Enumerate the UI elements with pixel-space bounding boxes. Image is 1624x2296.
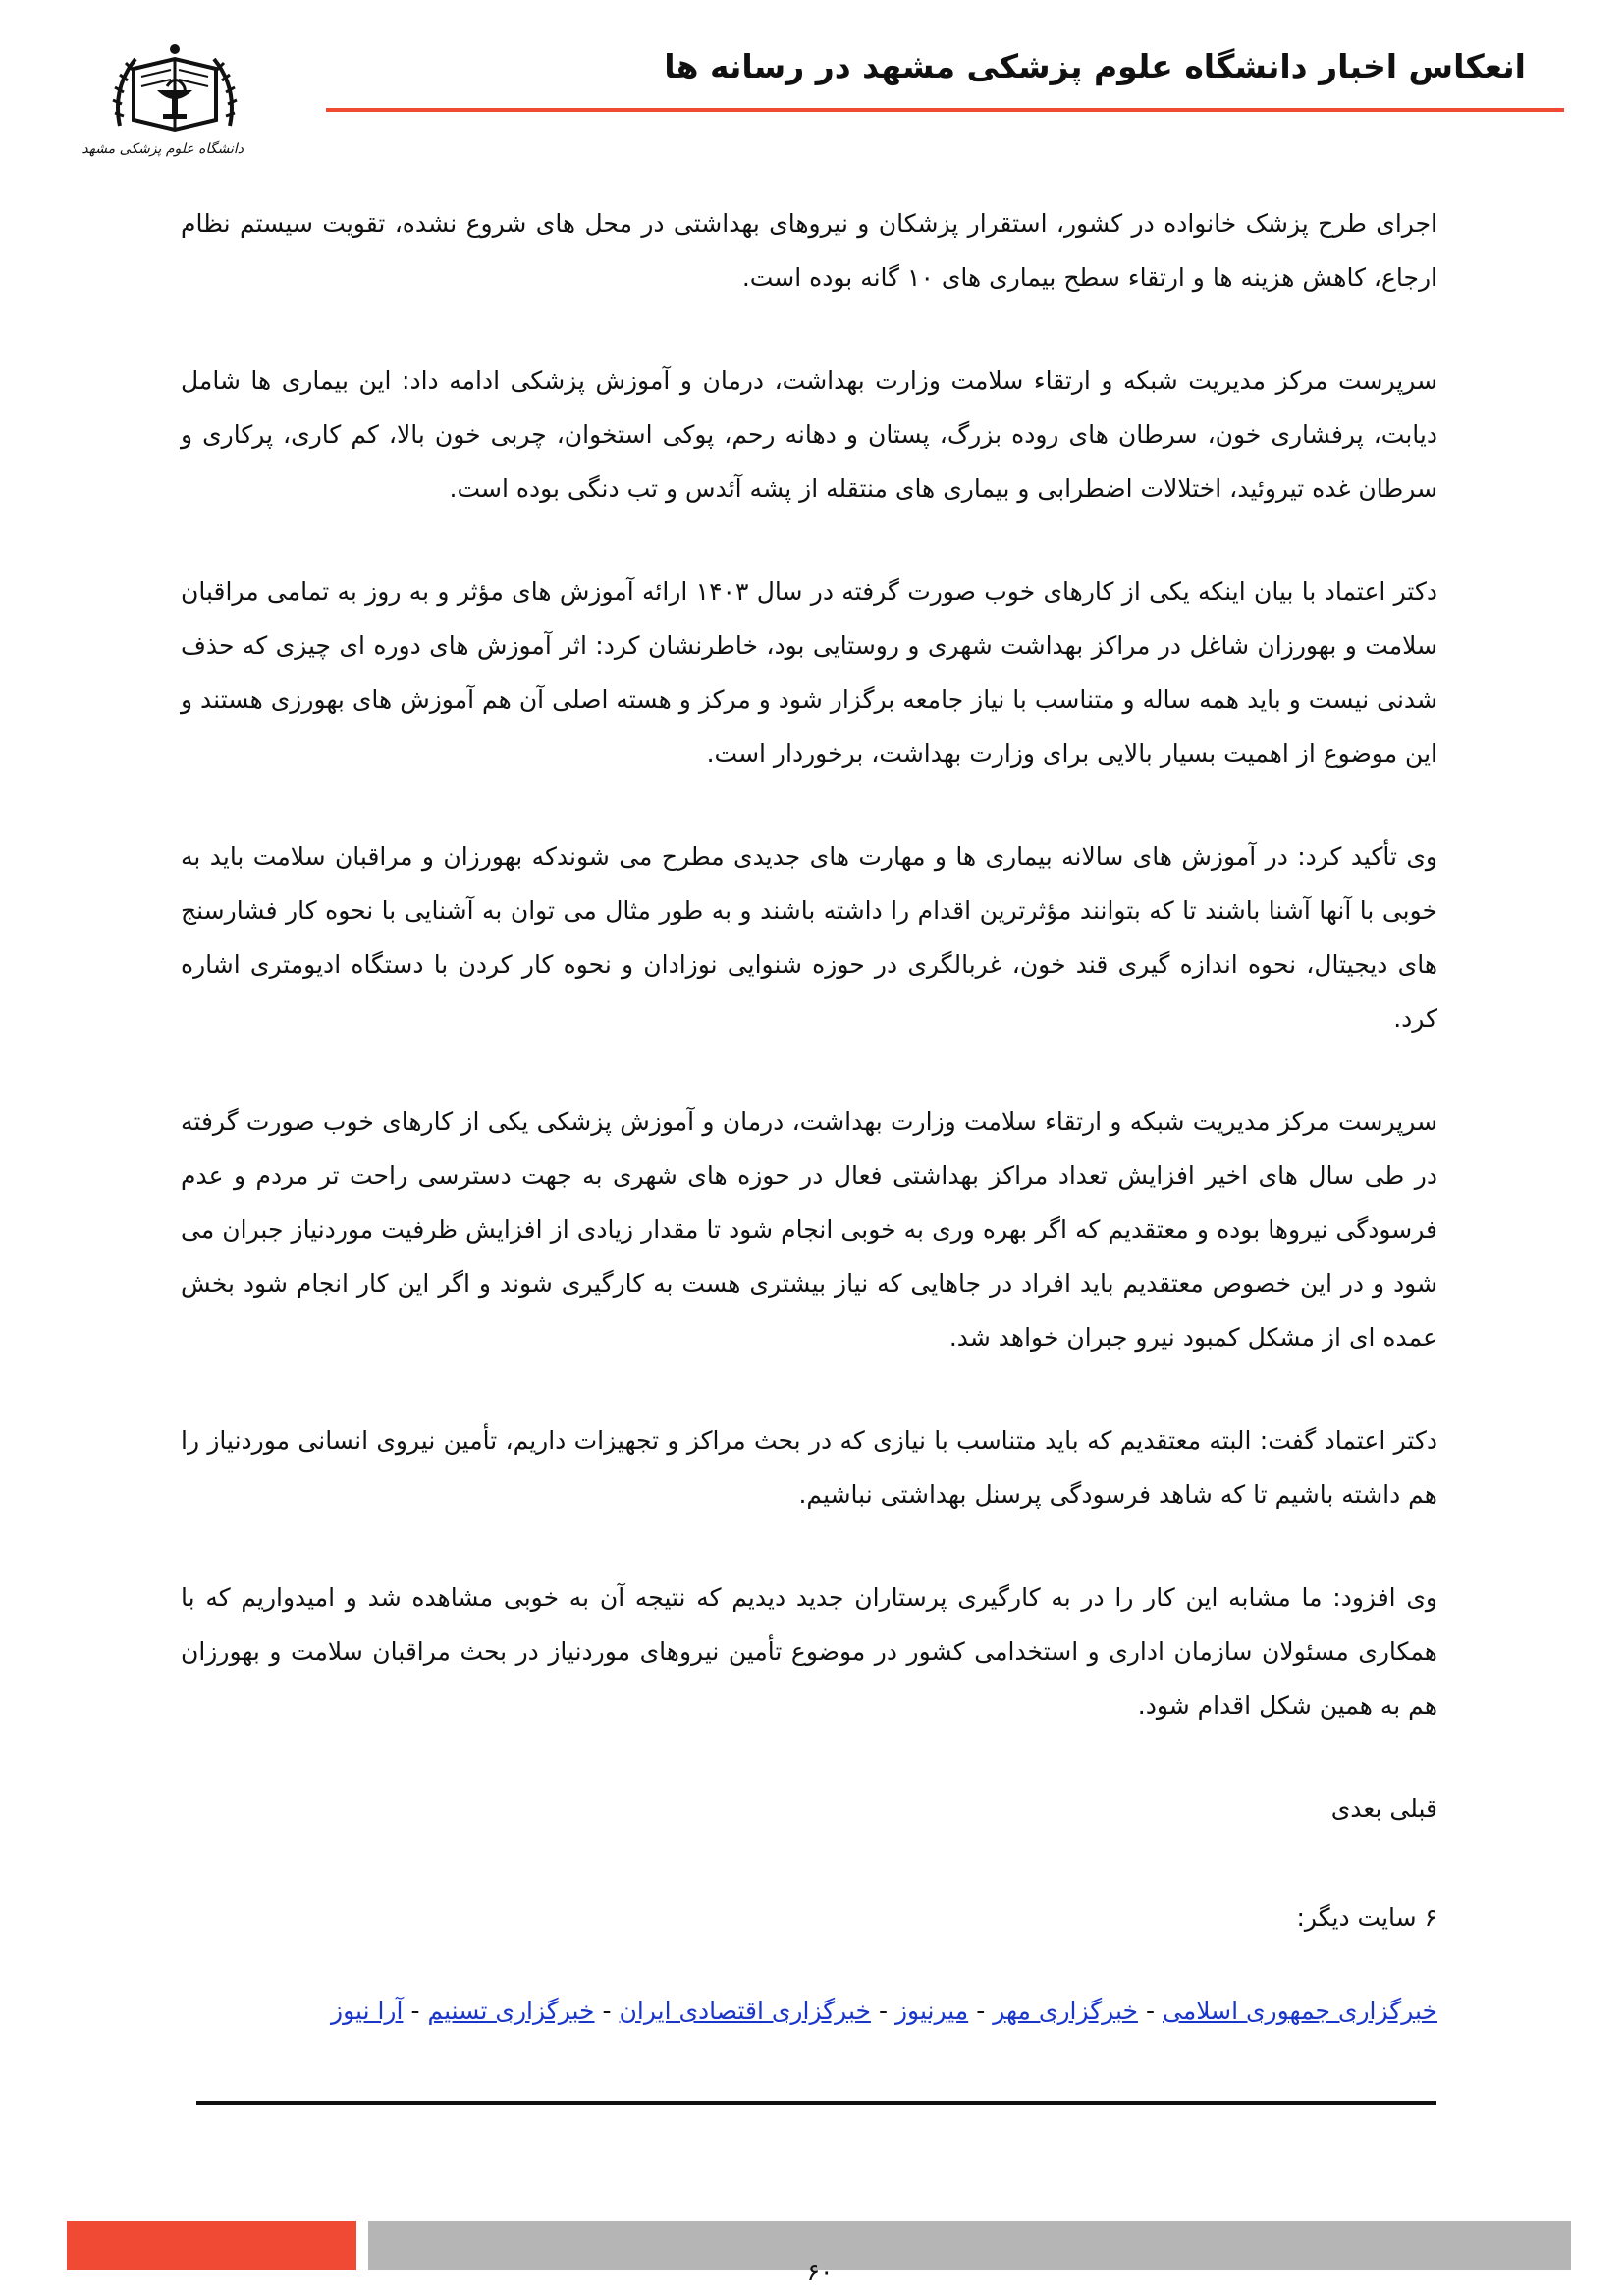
page-number: ۶۰	[806, 2258, 834, 2286]
article-paragraph: سرپرست مرکز مدیریت شبکه و ارتقاء سلامت وزارت بهداشت، درمان و آموزش پزشکی یکی از کارهای خوب صورت گرفته در طی سال های اخیر افزایش تعداد مراکز بهداشتی فعال در حوزه های شهری به جهت دسترسی راحت تر مردم و عدم فرسودگی نیروها بوده و معتقدیم که اگر بهره وری به خوبی انجام شود تا مقدار زیادی از افزایش ظرفیت موردنیاز جبران می شود و در این خصوص معتقدیم باید افراد در جاهایی که نیاز بیشتری هست به کارگیری شوند و اگر این کار انجام شود بخش عمده ای از مشکل کمبود نیرو جبران خواهد شد.	[181, 1107, 1437, 1352]
article-body	[181, 196, 1437, 2038]
footer-gray-bar	[368, 2221, 1571, 2270]
source-separator: -	[410, 1997, 420, 2025]
prev-next-text: قبلی بعدی	[1330, 1794, 1437, 1823]
article-paragraph: وی افزود: ما مشابه این کار را در به کارگیری پرستاران جدید دیدیم که نتیجه آن به خوبی مشاهده شد و امیدواریم که با همکاری مسئولان سازمان اداری و استخدامی کشور در موضوع تأمین نیروهای موردنیاز در بحث مراقبان سلامت و بهورزان هم به همین شکل اقدام شود.	[181, 1583, 1437, 1720]
article-paragraph: وی تأکید کرد: در آموزش های سالانه بیماری ها و مهارت های جدیدی مطرح می شوندکه بهورزان و مراقبان سلامت باید به خوبی با آنها آشنا باشند تا که بتوانند مؤثرترین اقدام را داشته باشند و به طور مثال می توان به آشنایی با نحوه کار فشارسنج های دیجیتال، نحوه اندازه گیری قند خون، غربالگری در حوزه شنوایی نوزادان و نحوه کار کردن با دستگاه ادیومتری اشاره کرد.	[181, 842, 1437, 1033]
source-link[interactable]: خبرگزاری مهر	[993, 1997, 1138, 2025]
page-header-title: انعکاس اخبار دانشگاه علوم پزشکی مشهد در رسانه ها	[664, 47, 1526, 85]
article-paragraph: دکتر اعتماد گفت: البته معتقدیم که باید متناسب با نیازی که در بحث مراکز و تجهیزات داریم، تأمین نیروی انسانی موردنیاز را هم داشته باشیم تا که شاهد فرسودگی پرسنل بهداشتی نباشیم.	[181, 1426, 1437, 1509]
source-links	[181, 1984, 1437, 2038]
source-link[interactable]: خبرگزاری تسنیم	[427, 1997, 595, 2025]
article-paragraph: دکتر اعتماد با بیان اینکه یکی از کارهای خوب صورت گرفته در سال ۱۴۰۳ ارائه آموزش های مؤثر و به روز به تمامی مراقبان سلامت و بهورزان شاغل در مراکز بهداشت شهری و روستایی بود، خاطرنشان کرد: اثر آموزش های دوره ای چیزی که حذف شدنی نیست و باید همه ساله و متناسب با نیاز جامعه برگزار شود و مرکز و هسته اصلی آن هم آموزش های بهورزی هستند و این موضوع از اهمیت بسیار بالایی برای وزارت بهداشت، برخوردار است.	[181, 577, 1438, 768]
source-link[interactable]: میرنیوز	[894, 1997, 969, 2025]
source-separator: -	[878, 1997, 888, 2025]
article-paragraph: اجرای طرح پزشک خانواده در کشور، استقرار پزشکان و نیروهای بهداشتی در محل های شروع نشده، تقویت سیستم نظام ارجاع، کاهش هزینه ها و ارتقاء سطح بیماری های ۱۰ گانه بوده است.	[181, 209, 1437, 292]
source-link[interactable]: خبرگزاری اقتصادی ایران	[619, 1997, 871, 2025]
logo-caption: دانشگاه علوم پزشکی مشهد	[81, 141, 244, 157]
other-sites-label: ۶ سایت دیگر:	[1296, 1903, 1437, 1932]
footer-divider	[196, 2101, 1436, 2105]
source-separator: -	[1145, 1997, 1155, 2025]
university-emblem-icon	[81, 37, 244, 165]
footer-accent-bar	[67, 2221, 356, 2270]
source-separator: -	[602, 1997, 612, 2025]
source-link[interactable]: خبرگزاری جمهوری اسلامی	[1163, 1997, 1437, 2025]
source-separator: -	[976, 1997, 986, 2025]
header-divider	[326, 108, 1564, 112]
article-paragraph: سرپرست مرکز مدیریت شبکه و ارتقاء سلامت وزارت بهداشت، درمان و آموزش پزشکی ادامه داد: این بیماری ها شامل دیابت، پرفشاری خون، سرطان های روده بزرگ، پستان و دهانه رحم، پوکی استخوان، چربی خون بالا، کم کاری، پرکاری و سرطان غده تیروئید، اختلالات اضطرابی و بیماری های منتقله از پشه آئدس و تب دنگی بوده است.	[181, 366, 1437, 503]
source-link[interactable]: آرا نیوز	[331, 1997, 404, 2025]
